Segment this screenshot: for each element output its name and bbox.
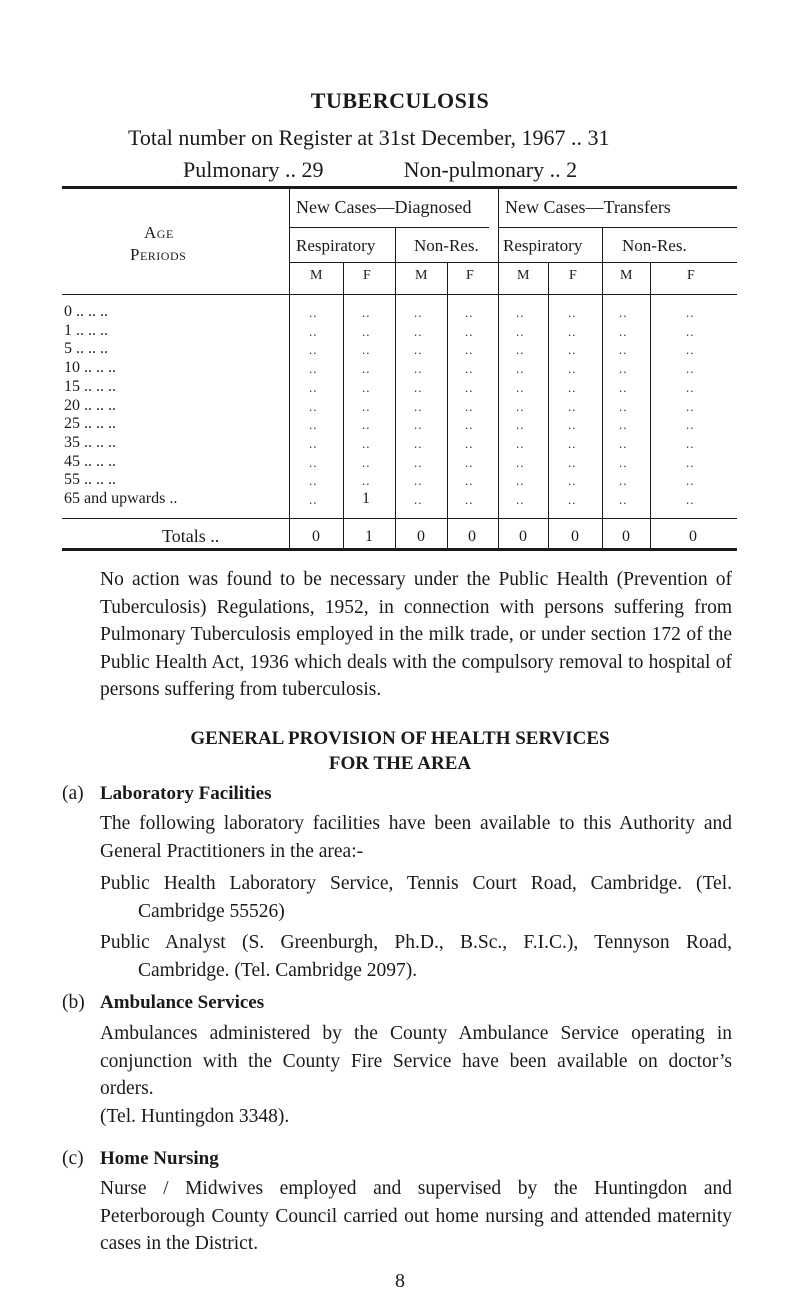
non-pulmonary-count: Non-pulmonary .. 2 — [403, 157, 578, 182]
table-cell: 1 — [362, 490, 370, 507]
table-cell: .. — [619, 492, 628, 507]
table-cell: .. — [516, 417, 525, 433]
age-period-cell: 65 and upwards .. — [64, 490, 178, 507]
sex-header: M — [620, 268, 633, 283]
table-cell: .. — [516, 342, 525, 358]
table-cell: .. — [516, 454, 525, 470]
sex-header: M — [310, 268, 323, 283]
new-cases-diagnosed-header: New Cases—Diagnosed — [296, 197, 472, 217]
totals-cell: 0 — [622, 528, 630, 545]
sex-header: F — [466, 268, 474, 283]
section-heading-line1: GENERAL PROVISION OF HEALTH SERVICES — [190, 728, 610, 749]
table-cell: .. — [686, 379, 695, 395]
table-cell: .. — [309, 379, 318, 395]
table-cell: .. — [516, 492, 525, 507]
table-cell: .. — [619, 435, 628, 451]
section-a-letter: (a) — [62, 783, 84, 804]
table-cell: .. — [619, 342, 628, 358]
table-cell: .. — [309, 454, 318, 470]
table-cell: .. — [465, 342, 474, 358]
table-cell: .. — [619, 305, 628, 320]
age-period-cell: 45 .. .. .. — [64, 452, 116, 470]
table-cell: .. — [309, 492, 318, 507]
age-period-cell: 0 .. .. .. — [64, 303, 108, 320]
totals-cell: 0 — [417, 528, 425, 545]
table-cell: .. — [362, 398, 371, 414]
table-cell: .. — [686, 342, 695, 358]
table-cell: .. — [465, 473, 474, 489]
header-rule — [289, 262, 737, 263]
age-period-cell: 1 .. .. .. — [64, 321, 108, 339]
table-cell: .. — [568, 305, 577, 320]
section-a-heading: Laboratory Facilities — [100, 783, 272, 804]
totals-cell: 0 — [689, 528, 697, 545]
section-b-tel: (Tel. Huntingdon 3348). — [100, 1106, 290, 1127]
table-cell: .. — [414, 398, 423, 414]
table-cell: .. — [619, 473, 628, 489]
table-cell: .. — [686, 417, 695, 433]
non-res-header: Non-Res. — [622, 236, 687, 255]
table-cell: .. — [568, 454, 577, 470]
table-cell: .. — [362, 342, 371, 358]
table-cell: .. — [414, 305, 423, 320]
section-a-item-1: Public Health Laboratory Service, Tennis Court Road, Cambridge. (Tel. Cambridge 55526) — [100, 873, 732, 922]
table-cell: .. — [309, 323, 318, 339]
table-cell: .. — [686, 305, 695, 320]
table-cell: .. — [362, 379, 371, 395]
table-cell: .. — [568, 435, 577, 451]
header-rule — [289, 227, 489, 228]
table-cell: .. — [414, 417, 423, 433]
age-period-cell: 20 .. .. .. — [64, 396, 116, 414]
pulmonary-count: Pulmonary .. 29 — [183, 157, 324, 182]
table-cell: .. — [309, 417, 318, 433]
table-cell: .. — [465, 323, 474, 339]
table-cell: .. — [686, 323, 695, 339]
regulations-paragraph: No action was found to be necessary under the Public Health (Prevention of Tuberculosis) Regulations, 1952, in connection with persons suffering from Pulmonary Tuberculosis employed in the milk trade, or under section 172 of the Public Health Act, 1936 which deals with the compulsory removal to hospital of persons suffering from tuberculosis. — [100, 569, 732, 700]
table-cell: .. — [465, 361, 474, 377]
table-cell: .. — [362, 417, 371, 433]
column-rule — [289, 189, 290, 548]
table-cell: .. — [686, 398, 695, 414]
table-cell: .. — [309, 342, 318, 358]
table-cell: .. — [568, 379, 577, 395]
table-cell: .. — [465, 305, 474, 320]
table-cell: .. — [465, 492, 474, 507]
table-cell: .. — [362, 305, 371, 320]
new-cases-transfers-header: New Cases—Transfers — [505, 197, 671, 217]
table-cell: .. — [686, 454, 695, 470]
page-number: 8 — [395, 1270, 405, 1292]
totals-cell: 0 — [312, 528, 320, 545]
sex-header: M — [415, 268, 428, 283]
column-rule — [650, 262, 651, 548]
table-cell: .. — [568, 398, 577, 414]
section-a-item-2: Public Analyst (S. Greenburgh, Ph.D., B.Sc., F.I.C.), Tennyson Road, Cambridge. (Tel. Cambridge 2097). — [100, 932, 732, 981]
age-period-cell: 55 .. .. .. — [64, 471, 116, 489]
column-rule — [343, 262, 344, 548]
table-cell: .. — [362, 435, 371, 451]
column-rule — [395, 227, 396, 548]
table-cell: .. — [362, 473, 371, 489]
header-rule — [62, 294, 737, 295]
age-period-cell: 35 .. .. .. — [64, 433, 116, 451]
table-cell: .. — [516, 473, 525, 489]
table-cell: .. — [568, 323, 577, 339]
table-cell: .. — [414, 473, 423, 489]
table-cell: .. — [309, 473, 318, 489]
table-cell: .. — [619, 323, 628, 339]
table-cell: .. — [686, 361, 695, 377]
table-cell: .. — [414, 361, 423, 377]
table-cell: .. — [414, 342, 423, 358]
table-cell: .. — [686, 473, 695, 489]
table-bottom-rule — [62, 548, 737, 551]
table-cell: .. — [686, 492, 695, 507]
table-cell: .. — [619, 417, 628, 433]
totals-rule — [62, 518, 737, 519]
table-cell: .. — [465, 417, 474, 433]
table-cell: .. — [568, 417, 577, 433]
table-cell: .. — [309, 305, 318, 320]
section-c-text: Nurse / Midwives employed and supervised by the Huntingdon and Peterborough County Council carried out home nursing and attended maternity cases in the District. — [100, 1178, 732, 1254]
section-b-heading: Ambulance Services — [100, 992, 265, 1013]
table-cell: .. — [414, 435, 423, 451]
table-cell: .. — [568, 361, 577, 377]
header-rule — [498, 227, 737, 228]
table-cell: .. — [686, 435, 695, 451]
table-cell: .. — [465, 435, 474, 451]
table-top-rule — [62, 186, 737, 189]
table-cell: .. — [465, 454, 474, 470]
register-total: Total number on Register at 31st December, 1967 .. 31 — [128, 125, 610, 150]
sex-header: F — [569, 268, 577, 283]
age-period-cell: 15 .. .. .. — [64, 377, 116, 395]
column-rule — [548, 262, 549, 548]
totals-cell: 0 — [468, 528, 476, 545]
table-cell: .. — [516, 435, 525, 451]
table-cell: .. — [362, 323, 371, 339]
table-cell: .. — [619, 379, 628, 395]
table-cell: .. — [516, 398, 525, 414]
table-cell: .. — [516, 379, 525, 395]
periods-header: Periods — [130, 245, 187, 264]
table-cell: .. — [568, 473, 577, 489]
table-cell: .. — [362, 454, 371, 470]
table-cell: .. — [516, 323, 525, 339]
column-rule — [447, 262, 448, 548]
non-res-header: Non-Res. — [414, 236, 479, 255]
column-rule — [602, 227, 603, 548]
column-rule — [498, 189, 499, 548]
section-b-letter: (b) — [62, 992, 85, 1013]
table-cell: .. — [568, 492, 577, 507]
table-cell: .. — [414, 379, 423, 395]
sex-header: F — [687, 268, 695, 283]
table-cell: .. — [414, 323, 423, 339]
section-heading-line2: FOR THE AREA — [328, 753, 472, 774]
table-cell: .. — [619, 454, 628, 470]
totals-label: Totals .. — [162, 526, 220, 546]
sex-header: M — [517, 268, 530, 283]
table-cell: .. — [414, 492, 423, 507]
section-a-intro: The following laboratory facilities have been available to this Authority and General Practitioners in the area:- — [100, 813, 732, 862]
respiratory-header: Respiratory — [296, 236, 376, 255]
table-cell: .. — [309, 398, 318, 414]
totals-cell: 0 — [519, 528, 527, 545]
table-cell: .. — [414, 454, 423, 470]
table-cell: .. — [516, 305, 525, 320]
table-cell: .. — [465, 379, 474, 395]
section-b-text: Ambulances administered by the County Ambulance Service operating in conjunction with the County Fire Service have been available on doctor’s orders. — [100, 1023, 732, 1099]
table-cell: .. — [568, 342, 577, 358]
table-cell: .. — [309, 361, 318, 377]
table-cell: .. — [619, 398, 628, 414]
table-cell: .. — [516, 361, 525, 377]
sex-header: F — [363, 268, 371, 283]
totals-cell: 0 — [571, 528, 579, 545]
age-period-cell: 25 .. .. .. — [64, 415, 116, 433]
page-title: TUBERCULOSIS — [310, 88, 490, 113]
table-cell: .. — [465, 398, 474, 414]
totals-cell: 1 — [365, 528, 373, 545]
table-cell: .. — [309, 435, 318, 451]
age-period-cell: 10 .. .. .. — [64, 359, 116, 377]
table-cell: .. — [619, 361, 628, 377]
table-cell: .. — [362, 361, 371, 377]
age-period-cell: 5 .. .. .. — [64, 340, 108, 358]
age-header: Age — [144, 223, 174, 242]
section-c-letter: (c) — [62, 1148, 84, 1169]
respiratory-header: Respiratory — [503, 236, 583, 255]
section-c-heading: Home Nursing — [100, 1148, 219, 1169]
